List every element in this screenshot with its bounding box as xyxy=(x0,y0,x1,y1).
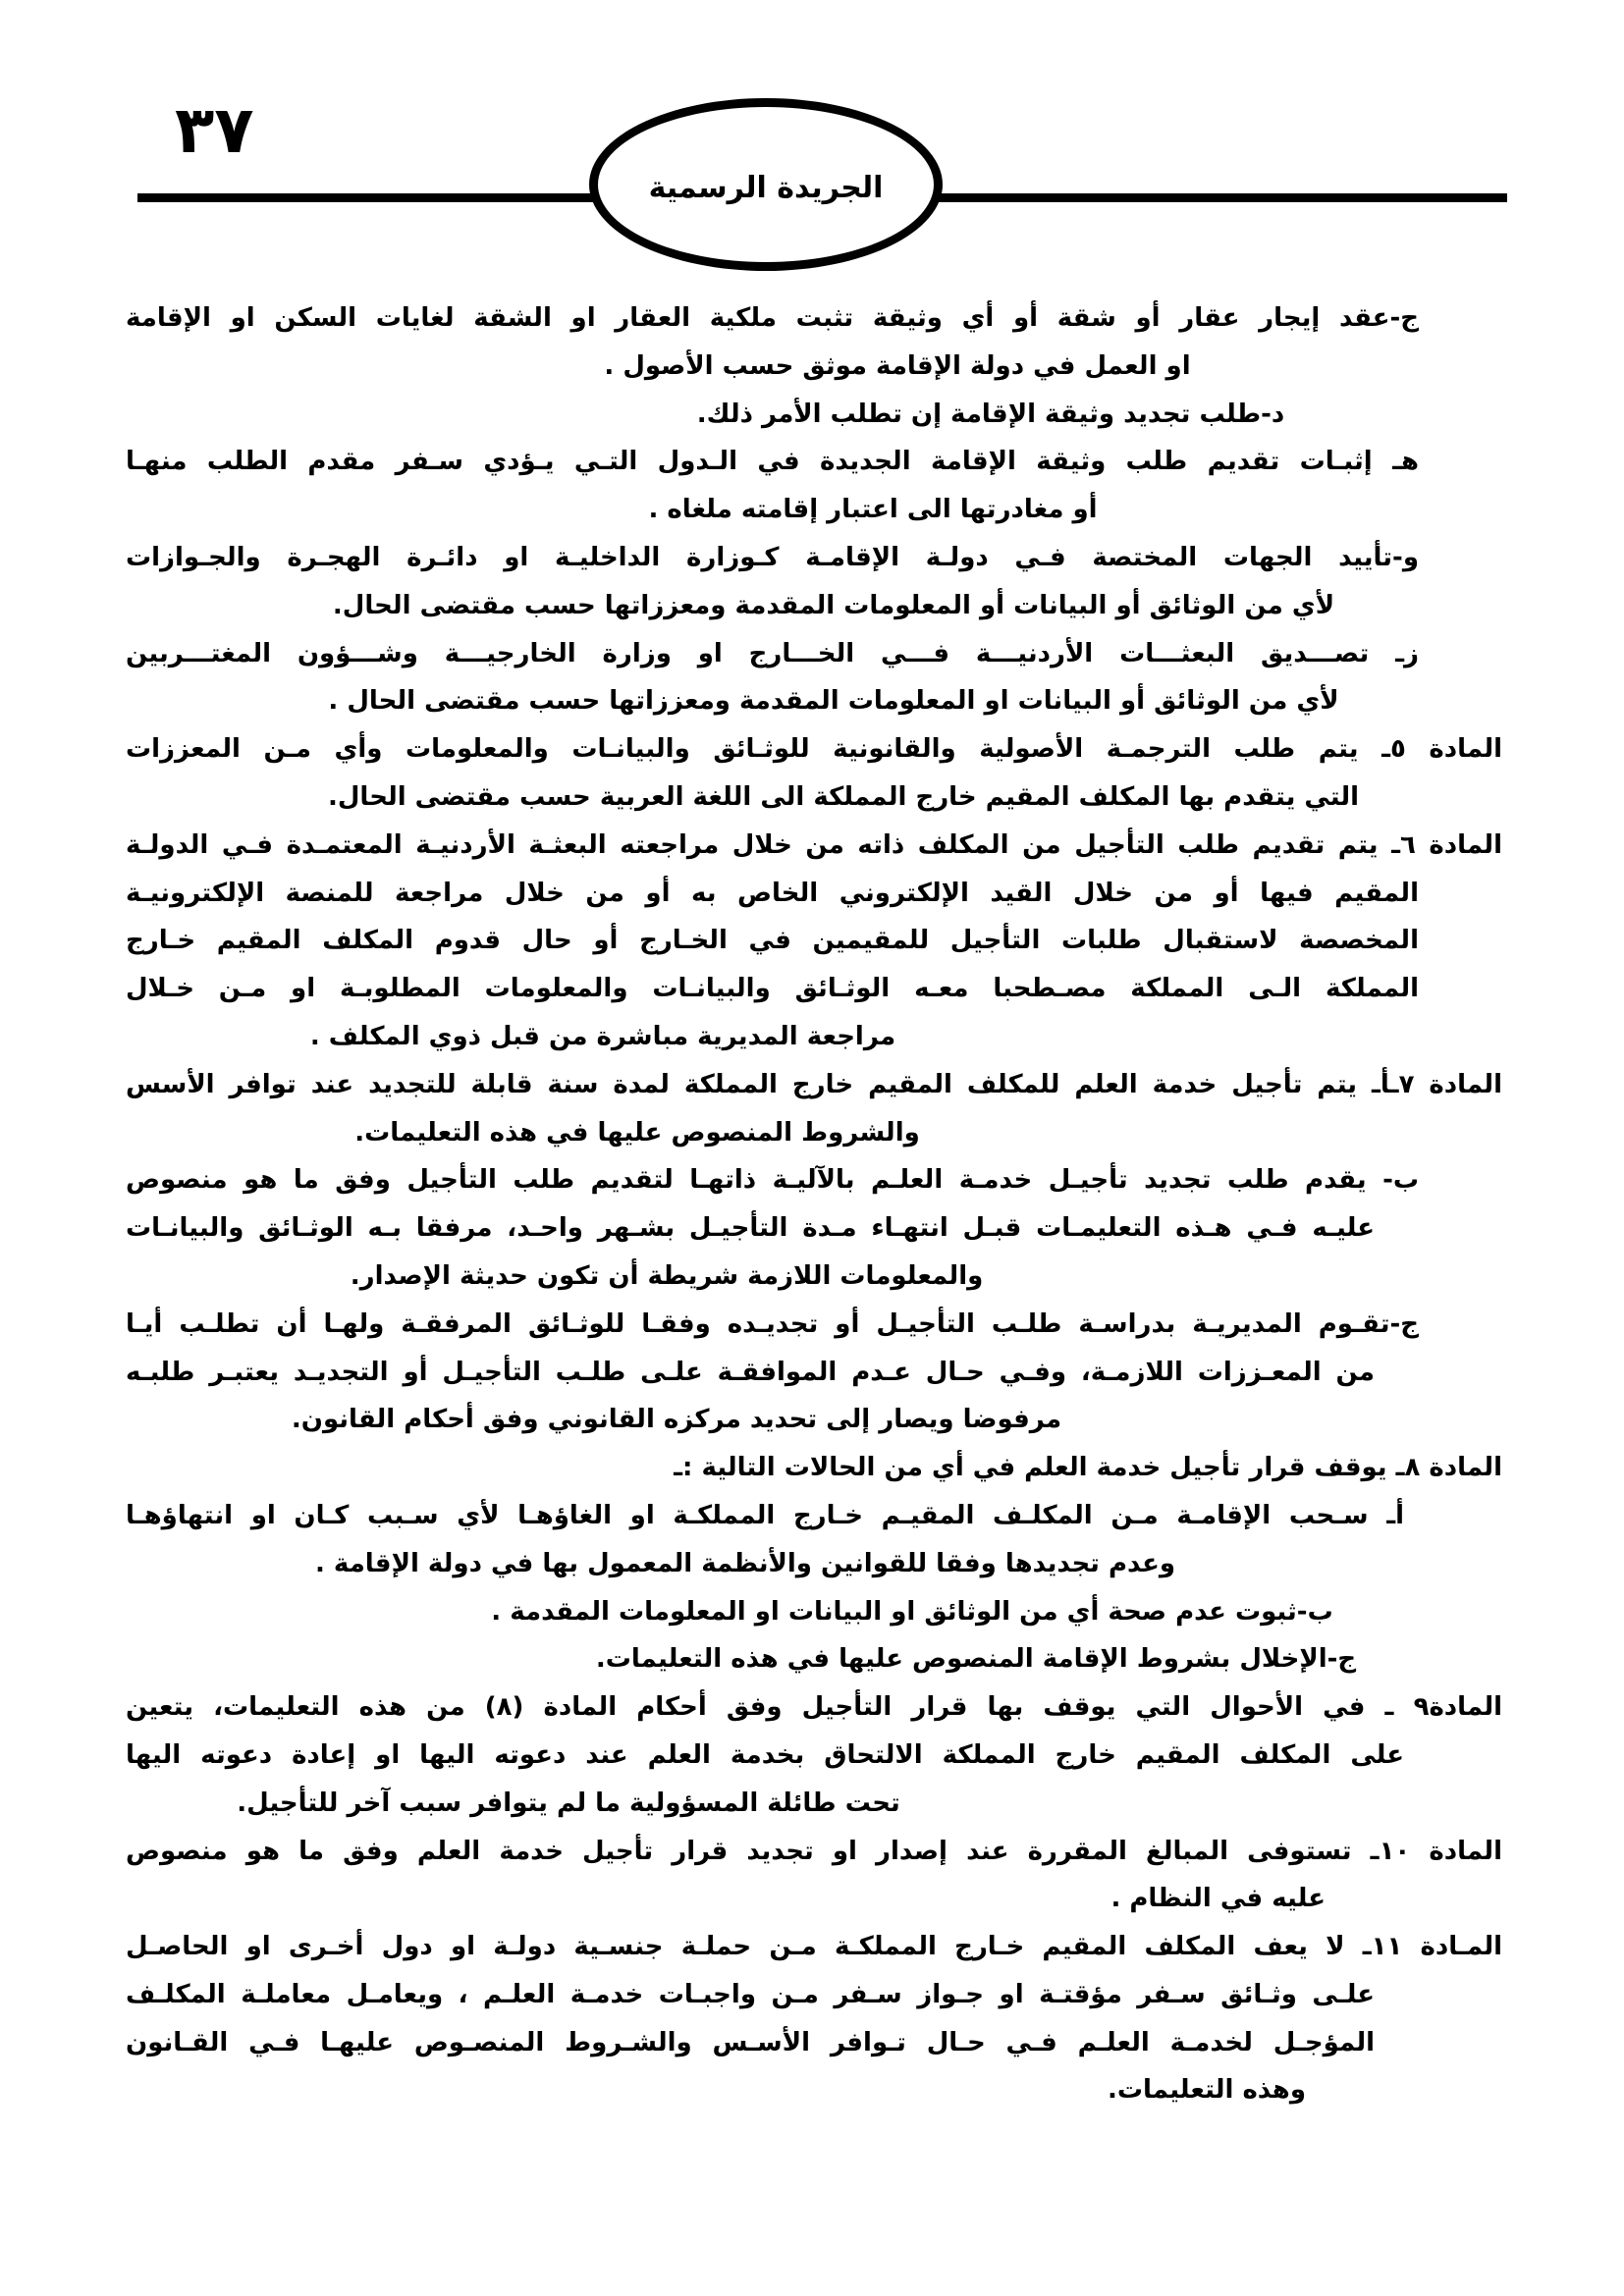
text-line: أو مغادرتها الى اعتبار إقامته ملغاه . xyxy=(648,495,1098,525)
text-line: و-تأييد الجهات المختصة فـي دولـة الإقامـة كـوزارة الداخليـة او دائـرة الهجـرة والجـوازات xyxy=(126,542,1419,572)
text-line: المادة ٥ـ يتم طلب الترجمـة الأصولية والقانونية للوثـائق والبيانـات والمعلومات وأي مـن المعززات xyxy=(126,734,1502,765)
gazette-badge-label: الجريدة الرسمية xyxy=(648,170,884,205)
text-line: لأي من الوثائق أو البيانات او المعلومات المقدمة ومعززاتها حسب مقتضى الحال . xyxy=(328,686,1339,717)
text-line: عليه في النظام . xyxy=(1110,1884,1326,1914)
text-line: وهذه التعليمات. xyxy=(1108,2075,1306,2106)
text-line: المادة ٧ـأـ يتم تأجيل خدمة العلم للمكلف المقيم خارج المملكة لمدة سنة قابلة للتجديد عند توافر الأسس xyxy=(126,1069,1502,1099)
text-line: هـ إثبـات تقديم طلب وثيقة الإقامة الجديدة في الـدول التـي يـؤدي سـفر مقدم الطلب منهـا xyxy=(126,447,1419,477)
text-line: د-طلب تجديد وثيقة الإقامة إن تطلب الأمر ذلك. xyxy=(696,399,1285,429)
text-line: علـى وثـائق سـفر مؤقتـة او جـواز سـفر مـن واجبـات خدمـة العلـم ، ويعامـل معاملـة المكلـف xyxy=(126,1979,1375,2009)
text-line: المادة ١٠ـ تستوفى المبالغ المقررة عند إصدار او تجديد قرار تأجيل خدمة العلم وفق ما هو منصوص xyxy=(126,1836,1502,1866)
text-line: زـ تصـــديق البعثـــات الأردنيـــة فـــي الخـــارج او وزارة الخارجيـــة وشـــؤون المغتـــربين xyxy=(126,638,1419,668)
page-number: ٣٧ xyxy=(175,92,254,168)
text-line: وعدم تجديدها وفقا للقوانين والأنظمة المعمول بها في دولة الإقامة . xyxy=(315,1548,1175,1578)
text-line: على المكلف المقيم خارج المملكة الالتحاق بخدمة العلم عند دعوته اليها او إعادة دعوته اليها xyxy=(126,1739,1404,1770)
text-line: والمعلومات اللازمة شريطة أن تكون حديثة الإصدار. xyxy=(350,1260,984,1291)
text-line: تحت طائلة المسؤولية ما لم يتوافر سبب آخر للتأجيل. xyxy=(237,1788,900,1818)
text-line: ج-الإخلال بشروط الإقامة المنصوص عليها في هذه التعليمات. xyxy=(595,1644,1357,1675)
text-line: مراجعة المديرية مباشرة من قبل ذوي المكلف . xyxy=(309,1021,896,1051)
text-line: التي يتقدم بها المكلف المقيم خارج المملكة الى اللغة العربية حسب مقتضى الحال. xyxy=(328,781,1359,812)
text-line: ج-تقـوم المديريـة بدراسـة طلـب التأجيـل أو تجديـده وفقـا للوثـائق المرفقـة ولهـا أن تطلـب أيـا xyxy=(126,1308,1419,1339)
text-line: ب-ثبوت عدم صحة أي من الوثائق او البيانات او المعلومات المقدمة . xyxy=(491,1596,1333,1627)
text-line: عليـه فـي هـذه التعليمـات قبـل انتهـاء مـدة التأجيـل بشـهر واحـد، مرفقا بـه الوثـائق والبيانـات xyxy=(126,1213,1375,1244)
text-line: المقيم فيها أو من خلال القيد الإلكتروني الخاص به أو من خلال مراجعة للمنصة الإلكترونيـة xyxy=(126,878,1419,908)
text-line: ب- يقدم طلب تجديد تأجيـل خدمـة العلـم بالآليـة ذاتهـا لتقديم طلب التأجيل وفق ما هو منصوص xyxy=(126,1165,1419,1196)
text-line: مرفوضا ويصار إلى تحديد مركزه القانوني وفق أحكام القانون. xyxy=(291,1405,1062,1435)
document-body xyxy=(126,294,1502,2114)
text-line: أـ سـحب الإقامـة مـن المكلـف المقيـم خـارج المملكـة او الغاؤهـا لأي سـبب كـان او انتهاؤهـا xyxy=(126,1500,1404,1530)
text-line: من المعـززات اللازمـة، وفـي حـال عـدم الموافقـة علـى طلـب التأجيـل أو التجديـد يعتبـر طلبـه xyxy=(126,1357,1375,1387)
text-line: المـادة ١١ـ لا يعف المكلف المقيم خـارج المملكـة مـن حملـة جنسـية دولـة او دول أخـرى او الحاصـل xyxy=(126,1932,1502,1962)
text-line: المؤجـل لخدمـة العلـم فـي حـال تـوافر الأسـس والشـروط المنصـوص عليهـا فـي القـانون xyxy=(126,2027,1375,2057)
gazette-badge xyxy=(589,98,943,271)
text-line: ج-عقد إيجار عقار أو شقة أو أي وثيقة تثبت ملكية العقار او الشقة لغايات السكن او الإقامة xyxy=(126,303,1419,333)
text-line: المادة ٨ـ يوقف قرار تأجيل خدمة العلم في أي من الحالات التالية :ـ xyxy=(674,1453,1502,1483)
text-line: المملكة الـى المملكة مصـطحبا معـه الوثـائق والبيانـات والمعلومات المطلوبـة او مـن خـلال xyxy=(126,974,1419,1004)
text-line: المخصصة لاستقبال طلبات التأجيل للمقيمين في الخـارج أو حال قدوم المكلف المقيم خـارج xyxy=(126,926,1419,956)
text-line: او العمل في دولة الإقامة موثق حسب الأصول . xyxy=(604,350,1191,381)
text-line: المادة ٦ـ يتم تقديم طلب التأجيل من المكلف ذاته من خلال مراجعته البعثـة الأردنيـة المعتمـدة فـي الدولـة xyxy=(126,829,1502,860)
text-line: والشروط المنصوص عليها في هذه التعليمات. xyxy=(354,1117,920,1148)
text-line: لأي من الوثائق أو البيانات أو المعلومات المقدمة ومعززاتها حسب مقتضى الحال. xyxy=(332,590,1335,620)
text-line: المادة٩ ـ في الأحوال التي يوقف بها قرار التأجيل وفق أحكام المادة (٨) من هذه التعليمات، يتعين xyxy=(126,1692,1502,1723)
